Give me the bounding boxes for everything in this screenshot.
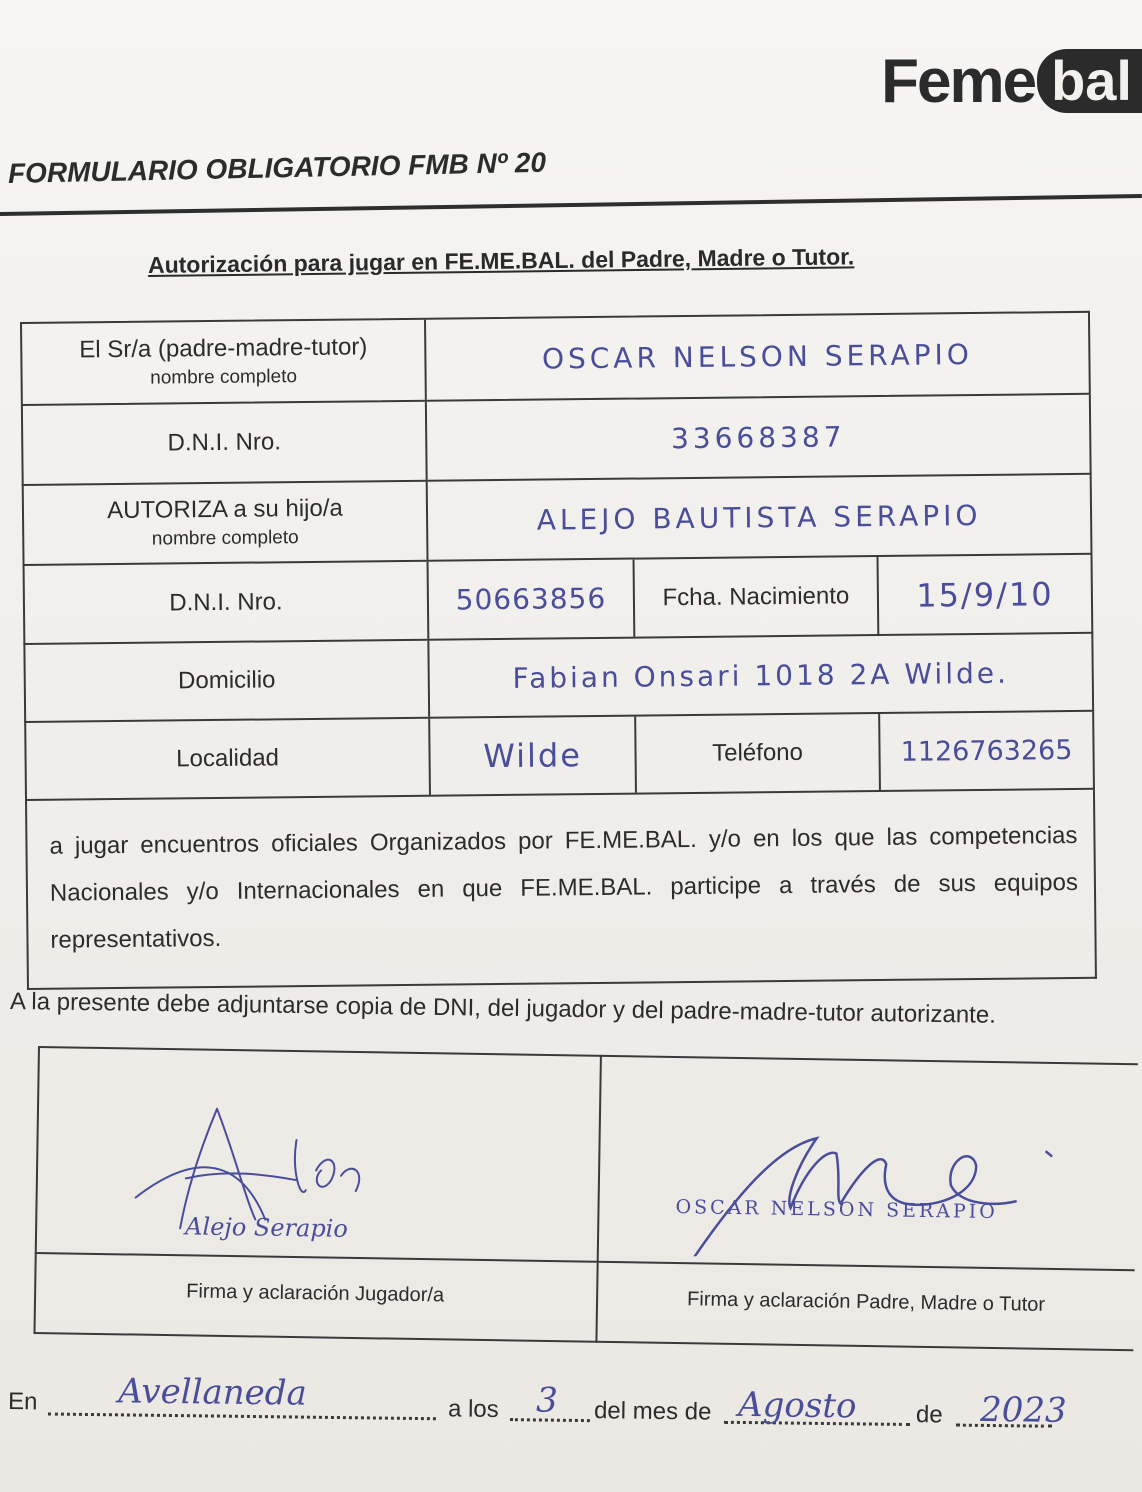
parent-signature-scribble [675,1106,1057,1262]
birth-date-label-cell [635,557,880,637]
child-dni-field[interactable] [429,560,636,639]
year-label: de [915,1401,943,1429]
logo-text: Feme [881,46,1036,116]
logo-pill: bal [1037,49,1142,113]
month-label: del mes de [593,1397,712,1426]
city-label-cell [26,719,431,799]
parent-name-field[interactable] [426,313,1089,400]
en-label: En [7,1388,38,1416]
femebal-logo [881,46,1142,116]
a-los-label: a los [447,1395,499,1423]
address-value: Fabian Onsari 1018 2A Wilde. [512,656,1010,695]
city-value: Wilde [483,736,583,776]
attachment-note: A la presente debe adjuntarse copia de DNI, del jugador y del padre-madre-tutor autorizante. [9,988,997,1029]
city-field[interactable] [430,717,637,795]
birth-date-value: 15/9/10 [916,574,1054,615]
child-dni-label-cell [25,562,430,643]
parent-dni-label-cell [23,402,428,484]
parent-signature-caption: Firma y aclaración Padre, Madre o Tutor [686,1288,1046,1316]
child-dni-label: D.N.I. Nro. [169,587,283,616]
child-name-sublabel: nombre completo [151,527,299,550]
day-value[interactable]: 3 [535,1380,559,1421]
child-name-value: ALEJO BAUTISTA SERAPIO [536,498,982,537]
child-name-field[interactable] [428,475,1091,560]
authorization-paragraph: a jugar encuentros oficiales Organizados por FE.ME.BAL. y/o en los que las competencias Nacionales y/o Internacionales en que FE.ME.BAL. participe a través de sus equipos representativos. [25,790,1097,990]
parent-dni-label: D.N.I. Nro. [167,428,282,457]
phone-label-cell [636,714,881,793]
child-name-label-cell [24,482,429,564]
parent-name-sublabel: nombre completo [150,366,298,389]
parent-printed-name: OSCAR NELSON SERAPIO [675,1196,999,1224]
authorization-table [20,311,1097,990]
place-value[interactable]: Avellaneda [117,1371,308,1414]
address-row [23,634,1094,723]
parent-name-label: El Sr/a (padre-madre-tutor) [79,333,368,364]
signature-table [33,1046,1137,1351]
city-label: Localidad [176,744,280,773]
birth-date-field[interactable] [879,555,1092,634]
city-phone-row [24,712,1095,801]
year-value[interactable]: 2023 [979,1389,1067,1431]
child-dni-row [23,555,1094,645]
place-dots [48,1412,436,1420]
title-divider [0,194,1142,216]
parent-name-row [20,311,1091,406]
place-date-line [8,1370,1129,1464]
player-printed-name: Alejo Serapio [184,1212,349,1243]
child-name-label: AUTORIZA a su hijo/a [107,494,343,525]
phone-value: 1126763265 [900,734,1073,768]
address-field[interactable] [429,634,1092,717]
form-subtitle: Autorización para jugar en FE.ME.BAL. del Padre, Madre o Tutor. [147,243,855,278]
parent-name-label-cell [22,320,427,404]
child-name-row [22,475,1093,566]
parent-dni-field[interactable] [427,395,1090,480]
month-value[interactable]: Agosto [737,1384,857,1427]
child-dni-value: 50663856 [455,581,607,617]
parent-name-value: OSCAR NELSON SERAPIO [541,337,973,376]
parent-dni-value: 33668387 [670,419,846,455]
form-title: FORMULARIO OBLIGATORIO FMB Nº 20 [7,146,547,189]
player-signature-caption: Firma y aclaración Jugador/a [186,1280,445,1307]
phone-label: Teléfono [712,738,804,767]
birth-date-label: Fcha. Nacimiento [662,581,850,611]
phone-field[interactable] [880,712,1093,790]
parent-dni-row [21,395,1092,486]
address-label: Domicilio [177,666,276,695]
address-label-cell [25,641,430,721]
